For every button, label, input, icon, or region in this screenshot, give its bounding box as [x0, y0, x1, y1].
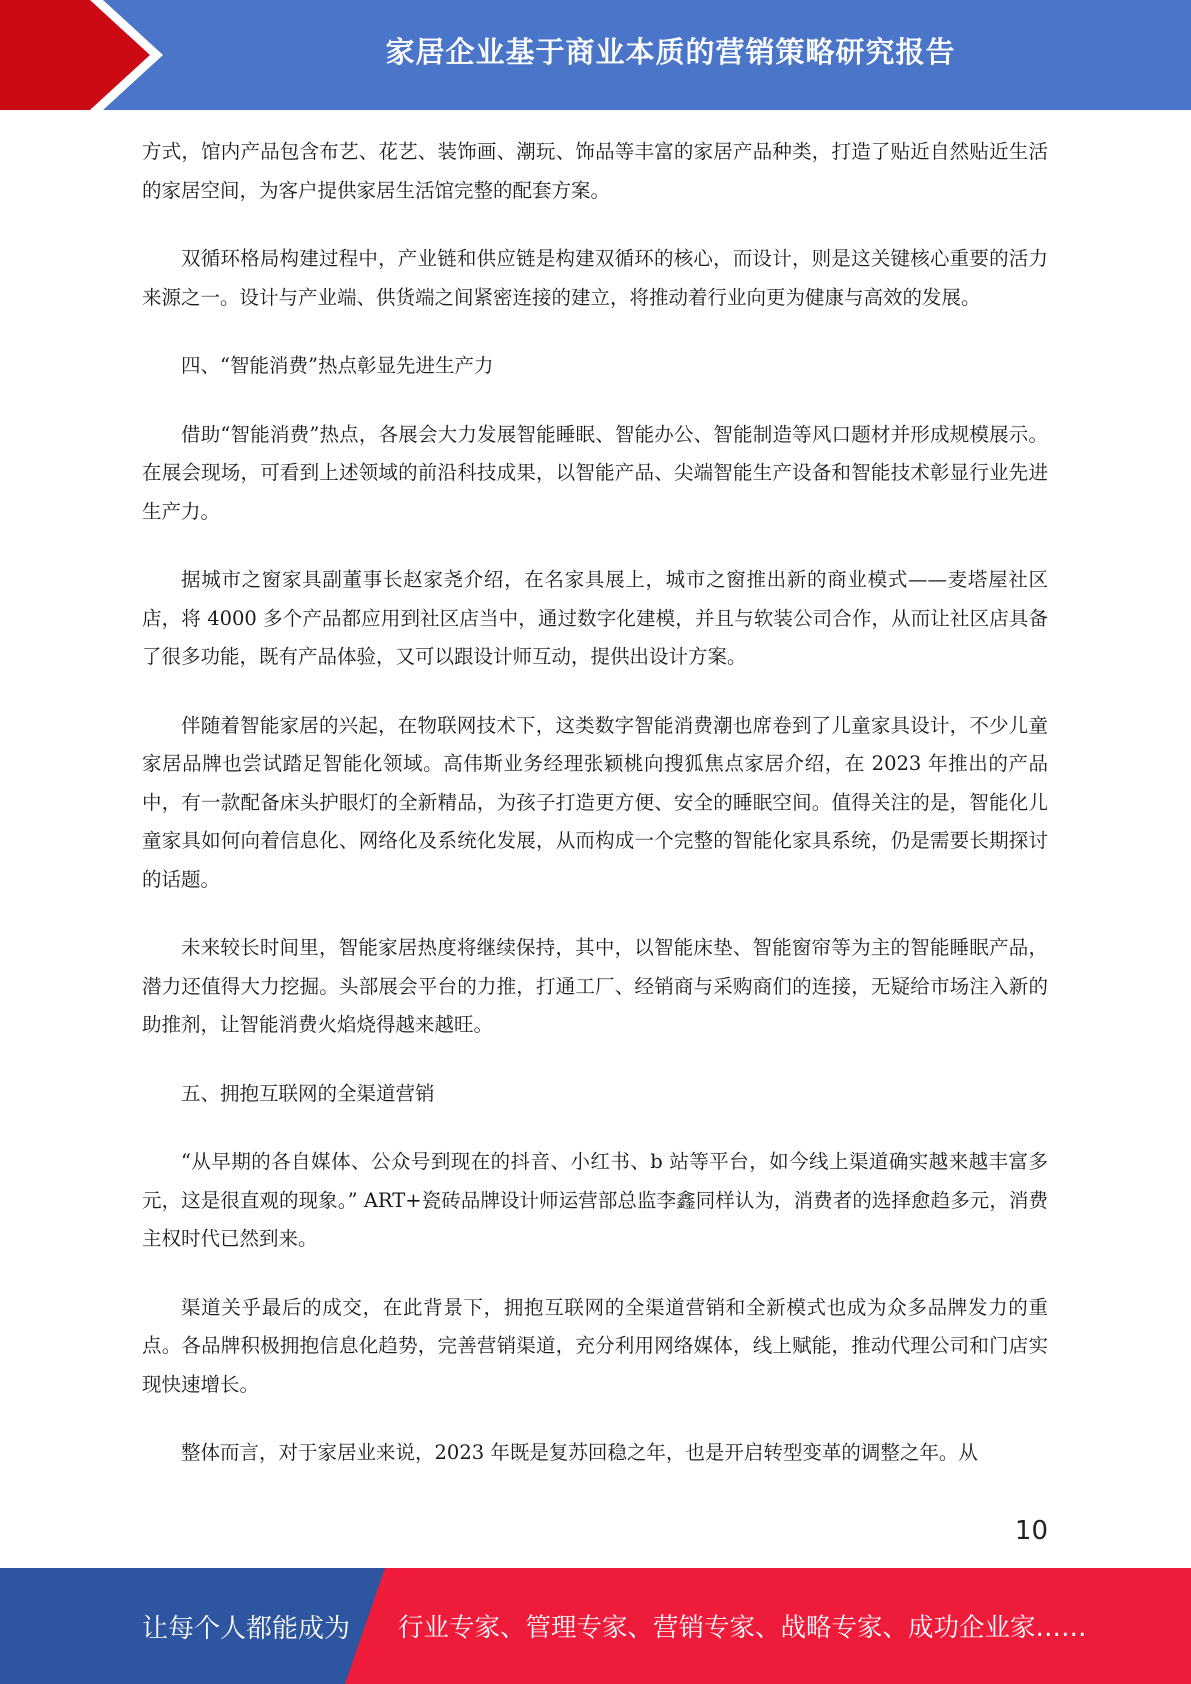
- paragraph: 整体而言，对于家居业来说，2023 年既是复苏回稳之年，也是开启转型变革的调整之年。从: [181, 1441, 978, 1464]
- paragraph: 伴随着智能家居的兴起，在物联网技术下，这类数字智能消费潮也席卷到了儿童家具设计，不少儿童家居品牌也尝试踏足智能化领域。高伟斯业务经理张颖桃向搜狐焦点家居介绍，在 2023 年推出的产品中，有一款配备床头护眼灯的全新精品，为孩子打造更方便、安全的睡眠空间。值得关注的是，智能化儿童家具如何向着信息化、网络化及系统化发展，从而构成一个完整的智能化家具系统，仍是需要长期探讨的话题。: [142, 713, 1048, 891]
- footer-slogan-left: 让每个人都能成为: [142, 1613, 351, 1644]
- paragraph: 渠道关乎最后的成交，在此背景下，拥抱互联网的全渠道营销和全新模式也成为众多品牌发力的重点。各品牌积极拥抱信息化趋势，完善营销渠道，充分利用网络媒体，线上赋能，推动代理公司和门店实现快速增长。: [142, 1295, 1048, 1396]
- body-content: [142, 133, 1048, 1503]
- section-heading: 四、“智能消费”热点彰显先进生产力: [181, 354, 494, 377]
- paragraph: 据城市之窗家具副董事长赵家尧介绍，在名家具展上，城市之窗推出新的商业模式——麦塔屋社区店，将 4000 多个产品都应用到社区店当中，通过数字化建模，并且与软装公司合作，从而让社区店具备了很多功能，既有产品体验，又可以跟设计师互动，提供出设计方案。: [142, 568, 1048, 668]
- paragraph: “从早期的各自媒体、公众号到现在的抖音、小红书、b 站等平台，如今线上渠道确实越来越丰富多元，这是很直观的现象。” ART+瓷砖品牌设计师运营部总监李鑫同样认为，消费者的选择愈趋多元，消费主权时代已然到来。: [142, 1150, 1048, 1250]
- page-number: 10: [1014, 1516, 1048, 1546]
- page-header: [0, 0, 1191, 110]
- paragraph: 双循环格局构建过程中，产业链和供应链是构建双循环的核心，而设计，则是这关键核心重要的活力来源之一。设计与产业端、供货端之间紧密连接的建立，将推动着行业向更为健康与高效的发展。: [142, 247, 1048, 309]
- paragraph: 借助“智能消费”热点，各展会大力发展智能睡眠、智能办公、智能制造等风口题材并形成规模展示。在展会现场，可看到上述领域的前沿科技成果，以智能产品、尖端智能生产设备和智能技术彰显行业先进生产力。: [142, 422, 1048, 523]
- paragraph: 方式，馆内产品包含布艺、花艺、装饰画、潮玩、饰品等丰富的家居产品种类，打造了贴近自然贴近生活的家居空间，为客户提供家居生活馆完整的配套方案。: [142, 140, 1048, 202]
- section-heading: 五、拥抱互联网的全渠道营销: [181, 1081, 435, 1105]
- footer-slogan-right: 行业专家、管理专家、营销专家、战略专家、成功企业家……: [398, 1613, 1087, 1643]
- report-title: 家居企业基于商业本质的营销策略研究报告: [385, 34, 956, 69]
- paragraph: 未来较长时间里，智能家居热度将继续保持，其中，以智能床垫、智能窗帘等为主的智能睡眠产品，潜力还值得大力挖掘。头部展会平台的力推，打通工厂、经销商与采购商们的连接，无疑给市场注入新的助推剂，让智能消费火焰烧得越来越旺。: [142, 936, 1048, 1036]
- page-footer: [0, 1568, 1191, 1684]
